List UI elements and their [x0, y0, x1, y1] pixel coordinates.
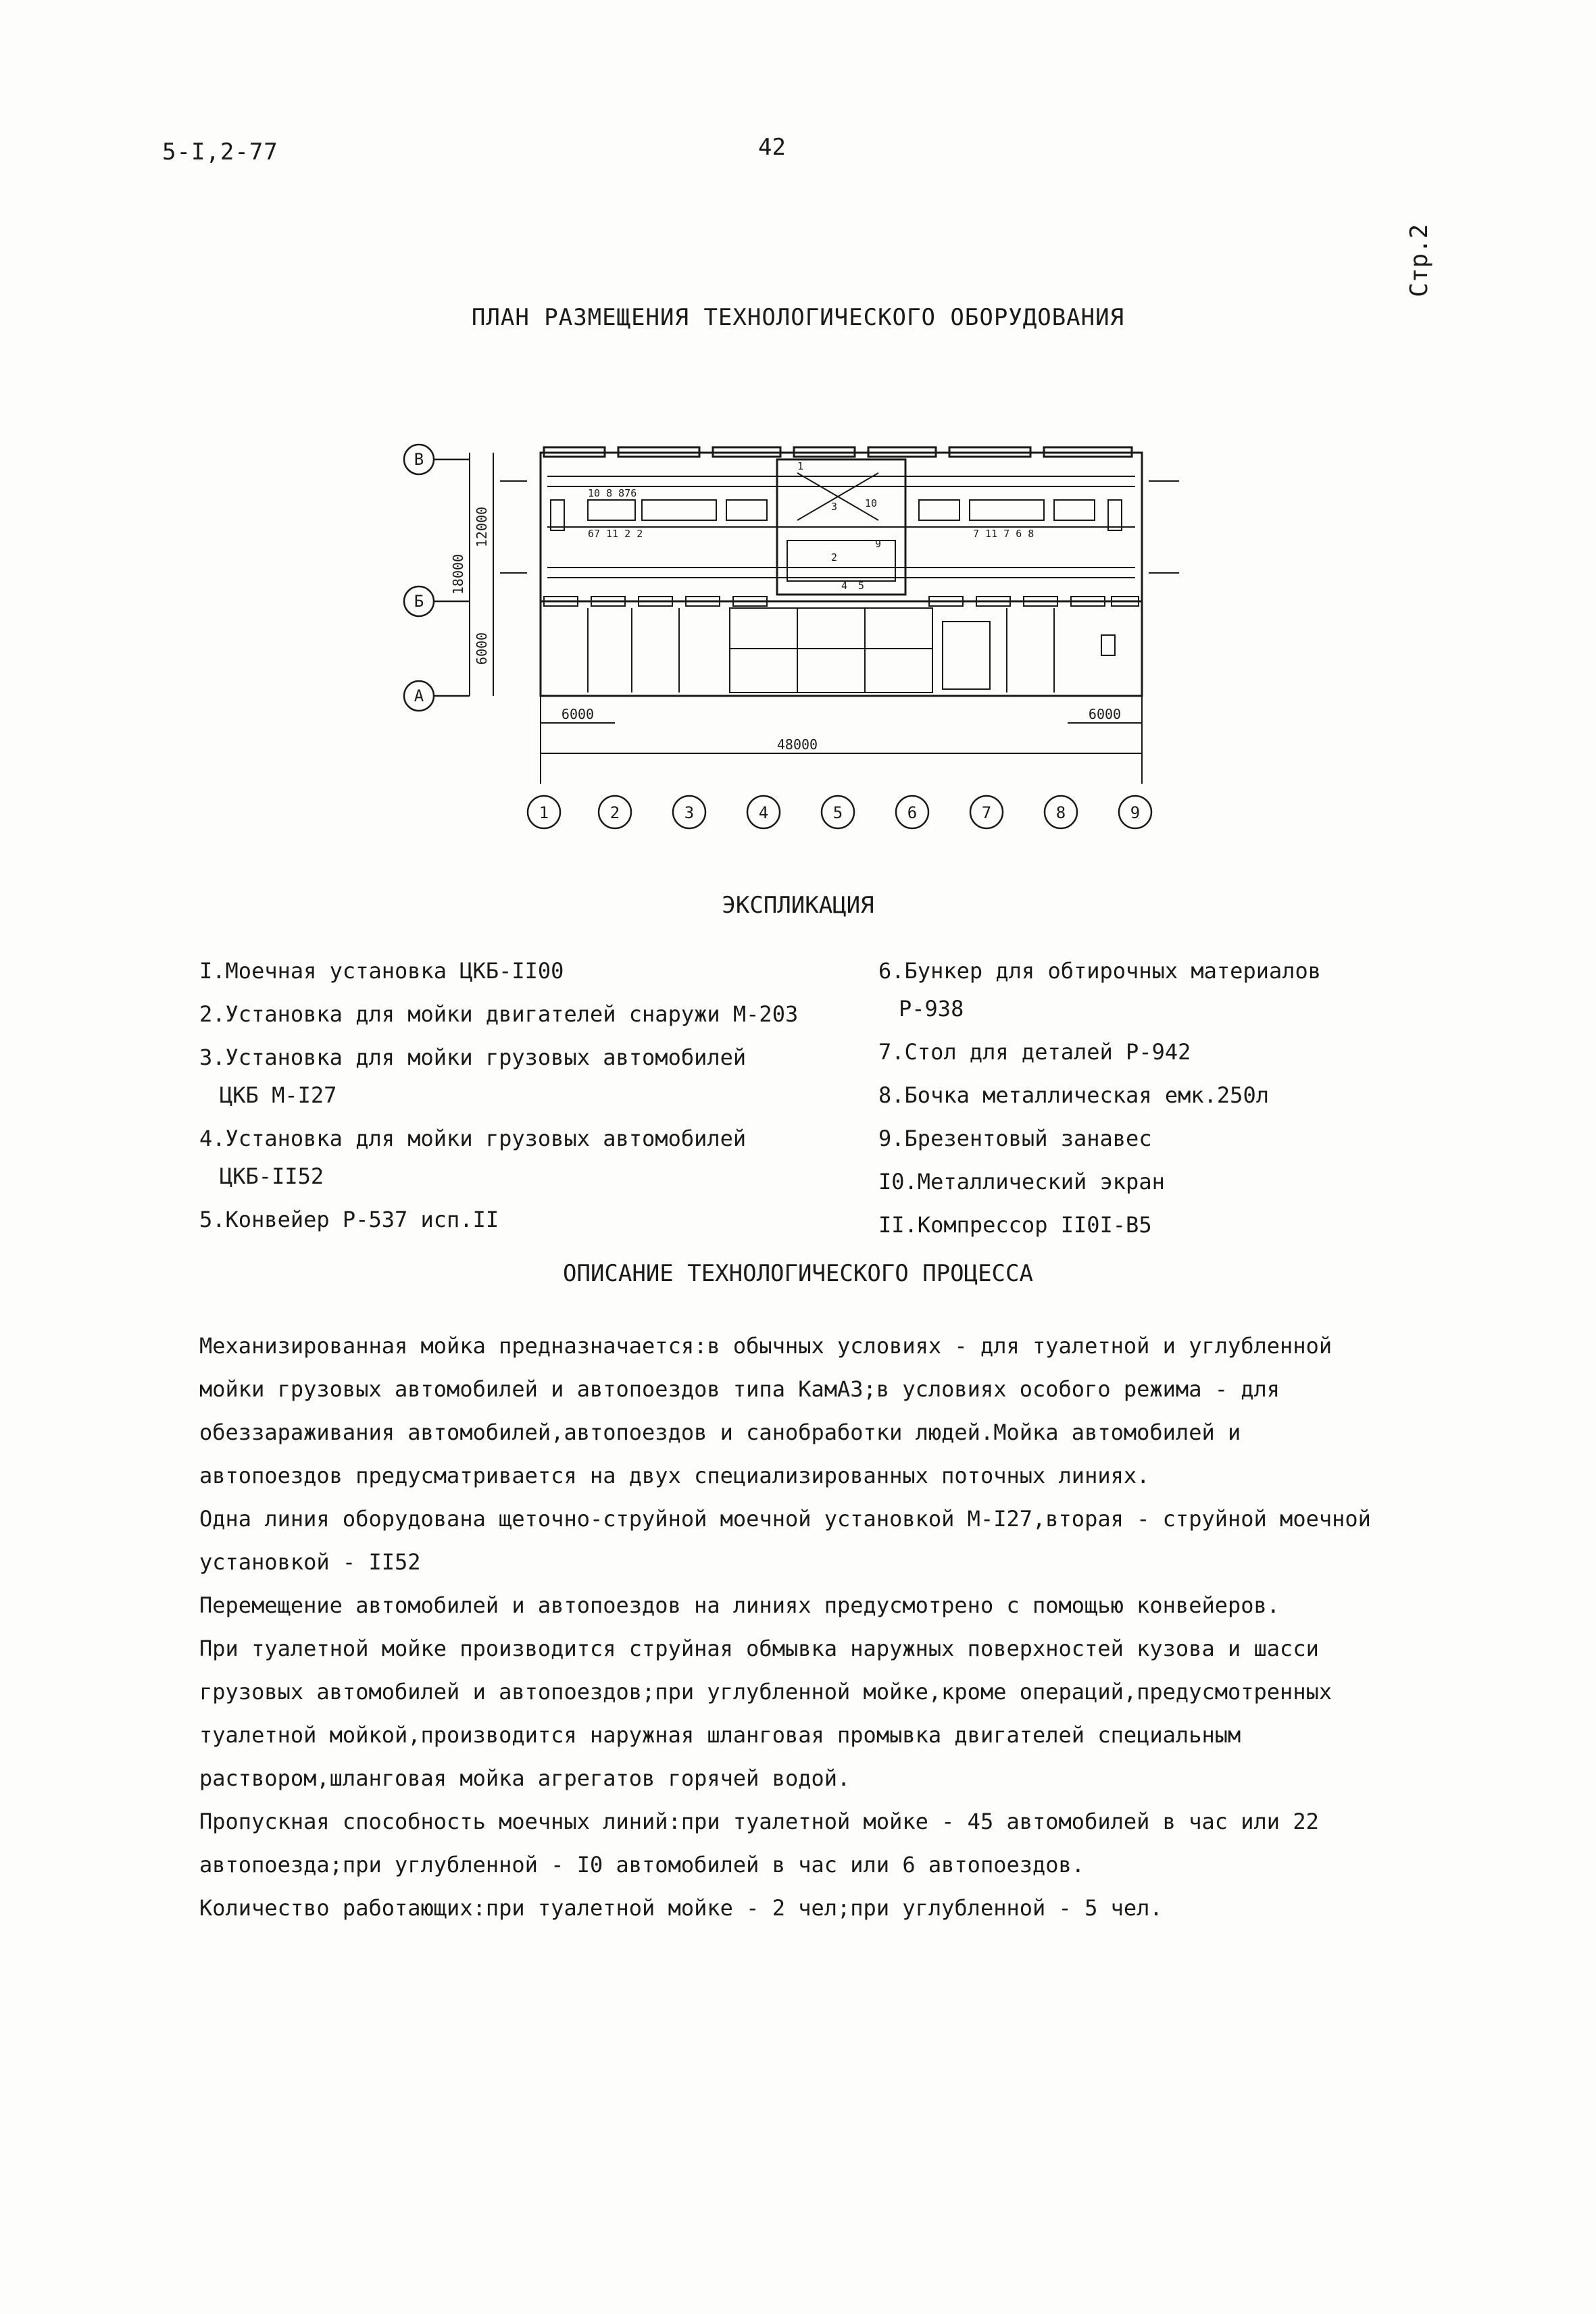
legend-item-9: 9.Брезентовый занавес	[878, 1126, 1152, 1151]
axis-label-b: Б	[414, 592, 424, 611]
axis-label-5: 5	[832, 803, 843, 822]
equipment-layout-drawing	[392, 432, 1189, 851]
legend-item-2: 2.Установка для мойки двигателей снаружи М-203	[199, 1001, 799, 1027]
axis-label-2: 2	[609, 803, 620, 822]
paragraph: Механизированная мойка предназначается:в обычных условиях - для туалетной и углубленной мойки грузовых автомобилей и автопоездов типа КамАЗ;в условиях особого режима - для обеззараживания автомобилей,автопоездов и санобработки людей.Мойка автомобилей и автопоездов предусматривается на двух специализированных поточных линиях.	[199, 1333, 1332, 1488]
legend-item-7: 7.Стол для деталей Р-942	[878, 1039, 1191, 1065]
dimension-right-bay: 6000	[1088, 706, 1122, 722]
process-description	[199, 1324, 1375, 1930]
legend-item-10: I0.Металлический экран	[878, 1169, 1165, 1194]
legend-right-column	[878, 949, 1405, 1247]
legend-item-5: 5.Конвейер Р-537 исп.II	[199, 1207, 499, 1232]
axis-label-8: 8	[1055, 803, 1066, 822]
equipment-mark-10: 10	[865, 497, 878, 509]
equipment-marks-left-lower: 67 11 2 2	[588, 528, 643, 540]
axis-label-4: 4	[758, 803, 769, 822]
equipment-mark-2: 2	[831, 551, 838, 563]
axis-label-9: 9	[1130, 803, 1141, 822]
dimension-left-bay: 6000	[561, 706, 595, 722]
axis-label-a: А	[414, 686, 424, 705]
equipment-marks-left: 10 8 876	[588, 487, 637, 499]
paragraph: Количество работающих:при туалетной мойке - 2 чел;при углубленной - 5 чел.	[199, 1895, 1163, 1921]
floor-plan-svg	[392, 432, 1189, 851]
paragraph: Одна линия оборудована щеточно-струйной моечной установкой М-I27,вторая - струйной моечной установкой - II52	[199, 1506, 1371, 1575]
equipment-mark-1: 1	[797, 460, 804, 472]
legend-item-3: 3.Установка для мойки грузовых автомобилей ЦКБ М-I27	[199, 1045, 747, 1108]
legend-item-4: 4.Установка для мойки грузовых автомобилей ЦКБ-II52	[199, 1126, 747, 1189]
dimension-total-length: 48000	[776, 736, 818, 753]
axis-label-v: В	[414, 450, 424, 469]
sheet-label: Стр.2	[1405, 224, 1433, 297]
dimension-total-height: 18000	[450, 553, 466, 595]
equipment-left	[551, 500, 767, 530]
legend-item-8: 8.Бочка металлическая емк.250л	[878, 1082, 1269, 1108]
service-rooms	[588, 608, 1115, 693]
axis-label-3: 3	[684, 803, 695, 822]
legend-title: ЭКСПЛИКАЦИЯ	[722, 892, 874, 919]
equipment-mark-5: 5	[858, 580, 865, 592]
axis-label-6: 6	[907, 803, 918, 822]
page-number: 42	[758, 134, 786, 161]
legend-left-column	[199, 949, 868, 1241]
paragraph: Перемещение автомобилей и автопоездов на линиях предусмотрено с помощью конвейеров.	[199, 1592, 1280, 1618]
axis-label-7: 7	[981, 803, 992, 822]
axis-label-1: 1	[539, 803, 549, 822]
document-code: 5-I,2-77	[162, 139, 278, 166]
equipment-marks-right: 7 11 7 6 8	[973, 528, 1034, 540]
equipment-mark-9: 9	[875, 538, 882, 550]
dimension-lower-span: 6000	[474, 632, 490, 665]
paragraph: При туалетной мойке производится струйная обмывка наружных поверхностей кузова и шасси грузовых автомобилей и автопоездов;при углубленной мойке,кроме операций,предусмотренных туалетной мойкой,производится наружная шланговая промывка двигателей специальным раствором,шланговая мойка агрегатов горячей водой.	[199, 1636, 1332, 1791]
process-title: ОПИСАНИЕ ТЕХНОЛОГИЧЕСКОГО ПРОЦЕССА	[563, 1260, 1033, 1287]
legend-item-6: 6.Бункер для обтирочных материалов Р-938	[878, 958, 1322, 1022]
equipment-mark-4: 4	[841, 580, 848, 592]
plan-title: ПЛАН РАЗМЕЩЕНИЯ ТЕХНОЛОГИЧЕСКОГО ОБОРУДОВАНИЯ	[471, 304, 1125, 331]
legend-item-1: I.Моечная установка ЦКБ-II00	[199, 958, 564, 984]
dimension-lines	[470, 453, 1142, 784]
paragraph: Пропускная способность моечных линий:при туалетной мойке - 45 автомобилей в час или 22 автопоезда;при углубленной - I0 автомобилей в час или 6 автопоездов.	[199, 1809, 1319, 1878]
legend-item-11: II.Компрессор II0I-В5	[878, 1212, 1152, 1238]
dimension-upper-span: 12000	[474, 506, 490, 548]
equipment-right	[919, 500, 1122, 530]
equipment-mark-3: 3	[831, 501, 838, 513]
